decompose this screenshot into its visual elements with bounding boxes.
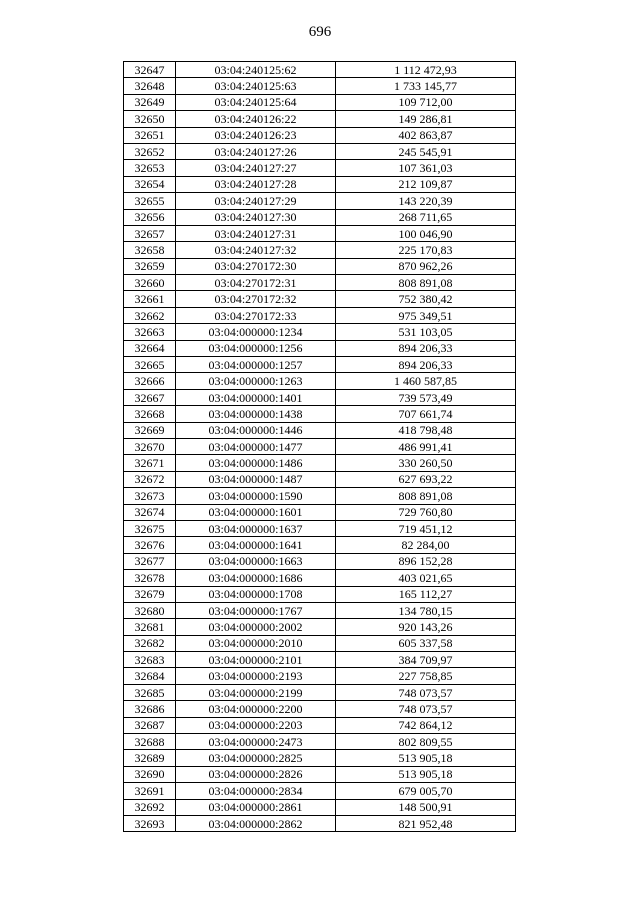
row-number-cell: 32689	[124, 750, 176, 766]
value-cell: 403 021,65	[336, 570, 516, 586]
row-number-cell: 32653	[124, 160, 176, 176]
row-number-cell: 32681	[124, 619, 176, 635]
table-row	[124, 209, 516, 225]
row-number-cell: 32672	[124, 471, 176, 487]
cadastral-number-cell: 03:04:000000:2473	[176, 734, 336, 750]
cadastral-number-cell: 03:04:240125:64	[176, 94, 336, 110]
table-row	[124, 275, 516, 291]
table-row	[124, 553, 516, 569]
value-cell: 143 220,39	[336, 193, 516, 209]
cadastral-number-cell: 03:04:240127:30	[176, 209, 336, 225]
cadastral-number-cell: 03:04:240127:29	[176, 193, 336, 209]
table-row	[124, 537, 516, 553]
cadastral-number-cell: 03:04:270172:32	[176, 291, 336, 307]
table-row	[124, 619, 516, 635]
cadastral-number-cell: 03:04:000000:1486	[176, 455, 336, 471]
row-number-cell: 32678	[124, 570, 176, 586]
value-cell: 808 891,08	[336, 275, 516, 291]
row-number-cell: 32674	[124, 504, 176, 520]
value-cell: 486 991,41	[336, 438, 516, 454]
value-cell: 894 206,33	[336, 340, 516, 356]
cadastral-number-cell: 03:04:240126:22	[176, 111, 336, 127]
value-cell: 227 758,85	[336, 668, 516, 684]
table-row	[124, 176, 516, 192]
value-cell: 748 073,57	[336, 684, 516, 700]
cadastral-number-cell: 03:04:000000:2861	[176, 799, 336, 815]
value-cell: 513 905,18	[336, 766, 516, 782]
cadastral-number-cell: 03:04:000000:1256	[176, 340, 336, 356]
cadastral-number-cell: 03:04:000000:1477	[176, 438, 336, 454]
value-cell: 531 103,05	[336, 324, 516, 340]
cadastral-number-cell: 03:04:240127:27	[176, 160, 336, 176]
table-body	[124, 62, 516, 832]
cadastral-number-cell: 03:04:000000:2203	[176, 717, 336, 733]
row-number-cell: 32656	[124, 209, 176, 225]
table-row	[124, 62, 516, 78]
table-row	[124, 160, 516, 176]
row-number-cell: 32658	[124, 242, 176, 258]
row-number-cell: 32668	[124, 406, 176, 422]
cadastral-number-cell: 03:04:000000:2002	[176, 619, 336, 635]
value-cell: 513 905,18	[336, 750, 516, 766]
row-number-cell: 32647	[124, 62, 176, 78]
row-number-cell: 32684	[124, 668, 176, 684]
cadastral-number-cell: 03:04:270172:30	[176, 258, 336, 274]
row-number-cell: 32651	[124, 127, 176, 143]
value-cell: 268 711,65	[336, 209, 516, 225]
value-cell: 100 046,90	[336, 225, 516, 241]
table-row	[124, 684, 516, 700]
cadastral-number-cell: 03:04:000000:1438	[176, 406, 336, 422]
value-cell: 605 337,58	[336, 635, 516, 651]
cadastral-number-cell: 03:04:000000:2200	[176, 701, 336, 717]
value-cell: 894 206,33	[336, 357, 516, 373]
table-row	[124, 488, 516, 504]
table-row	[124, 652, 516, 668]
table-row	[124, 815, 516, 831]
cadastral-number-cell: 03:04:000000:2010	[176, 635, 336, 651]
value-cell: 739 573,49	[336, 389, 516, 405]
row-number-cell: 32657	[124, 225, 176, 241]
cadastral-number-cell: 03:04:000000:2193	[176, 668, 336, 684]
value-cell: 742 864,12	[336, 717, 516, 733]
value-cell: 975 349,51	[336, 307, 516, 323]
table-row	[124, 734, 516, 750]
table-row	[124, 225, 516, 241]
value-cell: 148 500,91	[336, 799, 516, 815]
value-cell: 165 112,27	[336, 586, 516, 602]
table-row	[124, 586, 516, 602]
row-number-cell: 32655	[124, 193, 176, 209]
value-cell: 330 260,50	[336, 455, 516, 471]
value-cell: 1 460 587,85	[336, 373, 516, 389]
cadastral-number-cell: 03:04:270172:33	[176, 307, 336, 323]
cadastral-number-cell: 03:04:000000:1257	[176, 357, 336, 373]
row-number-cell: 32679	[124, 586, 176, 602]
row-number-cell: 32686	[124, 701, 176, 717]
cadastral-number-cell: 03:04:000000:2101	[176, 652, 336, 668]
table-row	[124, 783, 516, 799]
table-row	[124, 242, 516, 258]
row-number-cell: 32665	[124, 357, 176, 373]
row-number-cell: 32677	[124, 553, 176, 569]
table-row	[124, 193, 516, 209]
value-cell: 920 143,26	[336, 619, 516, 635]
value-cell: 1 733 145,77	[336, 78, 516, 94]
cadastral-number-cell: 03:04:000000:1708	[176, 586, 336, 602]
value-cell: 82 284,00	[336, 537, 516, 553]
table-row	[124, 143, 516, 159]
row-number-cell: 32685	[124, 684, 176, 700]
cadastral-number-cell: 03:04:000000:2834	[176, 783, 336, 799]
value-cell: 752 380,42	[336, 291, 516, 307]
value-cell: 134 780,15	[336, 602, 516, 618]
row-number-cell: 32687	[124, 717, 176, 733]
row-number-cell: 32690	[124, 766, 176, 782]
row-number-cell: 32654	[124, 176, 176, 192]
table-row	[124, 701, 516, 717]
cadastral-number-cell: 03:04:000000:2199	[176, 684, 336, 700]
cadastral-number-cell: 03:04:000000:2862	[176, 815, 336, 831]
value-cell: 402 863,87	[336, 127, 516, 143]
cadastral-number-cell: 03:04:000000:1663	[176, 553, 336, 569]
cadastral-number-cell: 03:04:000000:1263	[176, 373, 336, 389]
table-row	[124, 307, 516, 323]
cadastral-number-cell: 03:04:240127:32	[176, 242, 336, 258]
row-number-cell: 32676	[124, 537, 176, 553]
value-cell: 149 286,81	[336, 111, 516, 127]
table-row	[124, 717, 516, 733]
row-number-cell: 32693	[124, 815, 176, 831]
table-row	[124, 111, 516, 127]
table-row	[124, 635, 516, 651]
row-number-cell: 32682	[124, 635, 176, 651]
table-row	[124, 455, 516, 471]
table-row	[124, 750, 516, 766]
cadastral-number-cell: 03:04:000000:2825	[176, 750, 336, 766]
table-row	[124, 406, 516, 422]
value-cell: 107 361,03	[336, 160, 516, 176]
row-number-cell: 32648	[124, 78, 176, 94]
row-number-cell: 32669	[124, 422, 176, 438]
value-cell: 225 170,83	[336, 242, 516, 258]
table-row	[124, 438, 516, 454]
row-number-cell: 32688	[124, 734, 176, 750]
table-row	[124, 766, 516, 782]
row-number-cell: 32680	[124, 602, 176, 618]
row-number-cell: 32692	[124, 799, 176, 815]
cadastral-number-cell: 03:04:270172:31	[176, 275, 336, 291]
row-number-cell: 32659	[124, 258, 176, 274]
row-number-cell: 32652	[124, 143, 176, 159]
cadastral-number-cell: 03:04:240127:31	[176, 225, 336, 241]
table-row	[124, 471, 516, 487]
cadastral-number-cell: 03:04:000000:1767	[176, 602, 336, 618]
row-number-cell: 32673	[124, 488, 176, 504]
value-cell: 719 451,12	[336, 520, 516, 536]
cadastral-number-cell: 03:04:000000:1686	[176, 570, 336, 586]
row-number-cell: 32671	[124, 455, 176, 471]
value-cell: 109 712,00	[336, 94, 516, 110]
table-row	[124, 94, 516, 110]
table-row	[124, 78, 516, 94]
value-cell: 748 073,57	[336, 701, 516, 717]
row-number-cell: 32670	[124, 438, 176, 454]
value-cell: 418 798,48	[336, 422, 516, 438]
cadastral-number-cell: 03:04:000000:1401	[176, 389, 336, 405]
value-cell: 870 962,26	[336, 258, 516, 274]
value-cell: 627 693,22	[336, 471, 516, 487]
cadastral-number-cell: 03:04:000000:1641	[176, 537, 336, 553]
table-row	[124, 357, 516, 373]
value-cell: 896 152,28	[336, 553, 516, 569]
table-row	[124, 340, 516, 356]
table-row	[124, 504, 516, 520]
row-number-cell: 32660	[124, 275, 176, 291]
value-cell: 1 112 472,93	[336, 62, 516, 78]
table-row	[124, 520, 516, 536]
table-row	[124, 127, 516, 143]
row-number-cell: 32691	[124, 783, 176, 799]
cadastral-number-cell: 03:04:240125:63	[176, 78, 336, 94]
table-row	[124, 422, 516, 438]
cadastral-number-cell: 03:04:000000:1487	[176, 471, 336, 487]
cadastral-number-cell: 03:04:240126:23	[176, 127, 336, 143]
value-cell: 707 661,74	[336, 406, 516, 422]
cadastral-number-cell: 03:04:000000:1637	[176, 520, 336, 536]
cadastral-number-cell: 03:04:000000:1601	[176, 504, 336, 520]
cadastral-number-cell: 03:04:240127:26	[176, 143, 336, 159]
value-cell: 821 952,48	[336, 815, 516, 831]
table-row	[124, 389, 516, 405]
table-row	[124, 668, 516, 684]
row-number-cell: 32667	[124, 389, 176, 405]
cadastral-number-cell: 03:04:240127:28	[176, 176, 336, 192]
value-cell: 245 545,91	[336, 143, 516, 159]
table-row	[124, 799, 516, 815]
value-cell: 802 809,55	[336, 734, 516, 750]
row-number-cell: 32650	[124, 111, 176, 127]
cadastral-number-cell: 03:04:000000:2826	[176, 766, 336, 782]
cadastral-value-table	[123, 61, 516, 832]
table-row	[124, 373, 516, 389]
row-number-cell: 32666	[124, 373, 176, 389]
row-number-cell: 32664	[124, 340, 176, 356]
value-cell: 729 760,80	[336, 504, 516, 520]
table-row	[124, 602, 516, 618]
cadastral-number-cell: 03:04:240125:62	[176, 62, 336, 78]
value-cell: 384 709,97	[336, 652, 516, 668]
row-number-cell: 32662	[124, 307, 176, 323]
table-row	[124, 324, 516, 340]
table-row	[124, 291, 516, 307]
row-number-cell: 32661	[124, 291, 176, 307]
table-row	[124, 570, 516, 586]
row-number-cell: 32675	[124, 520, 176, 536]
value-cell: 808 891,08	[336, 488, 516, 504]
page-number: 696	[308, 24, 332, 40]
table-row	[124, 258, 516, 274]
cadastral-number-cell: 03:04:000000:1590	[176, 488, 336, 504]
value-cell: 212 109,87	[336, 176, 516, 192]
value-cell: 679 005,70	[336, 783, 516, 799]
cadastral-number-cell: 03:04:000000:1234	[176, 324, 336, 340]
row-number-cell: 32649	[124, 94, 176, 110]
cadastral-number-cell: 03:04:000000:1446	[176, 422, 336, 438]
row-number-cell: 32683	[124, 652, 176, 668]
row-number-cell: 32663	[124, 324, 176, 340]
